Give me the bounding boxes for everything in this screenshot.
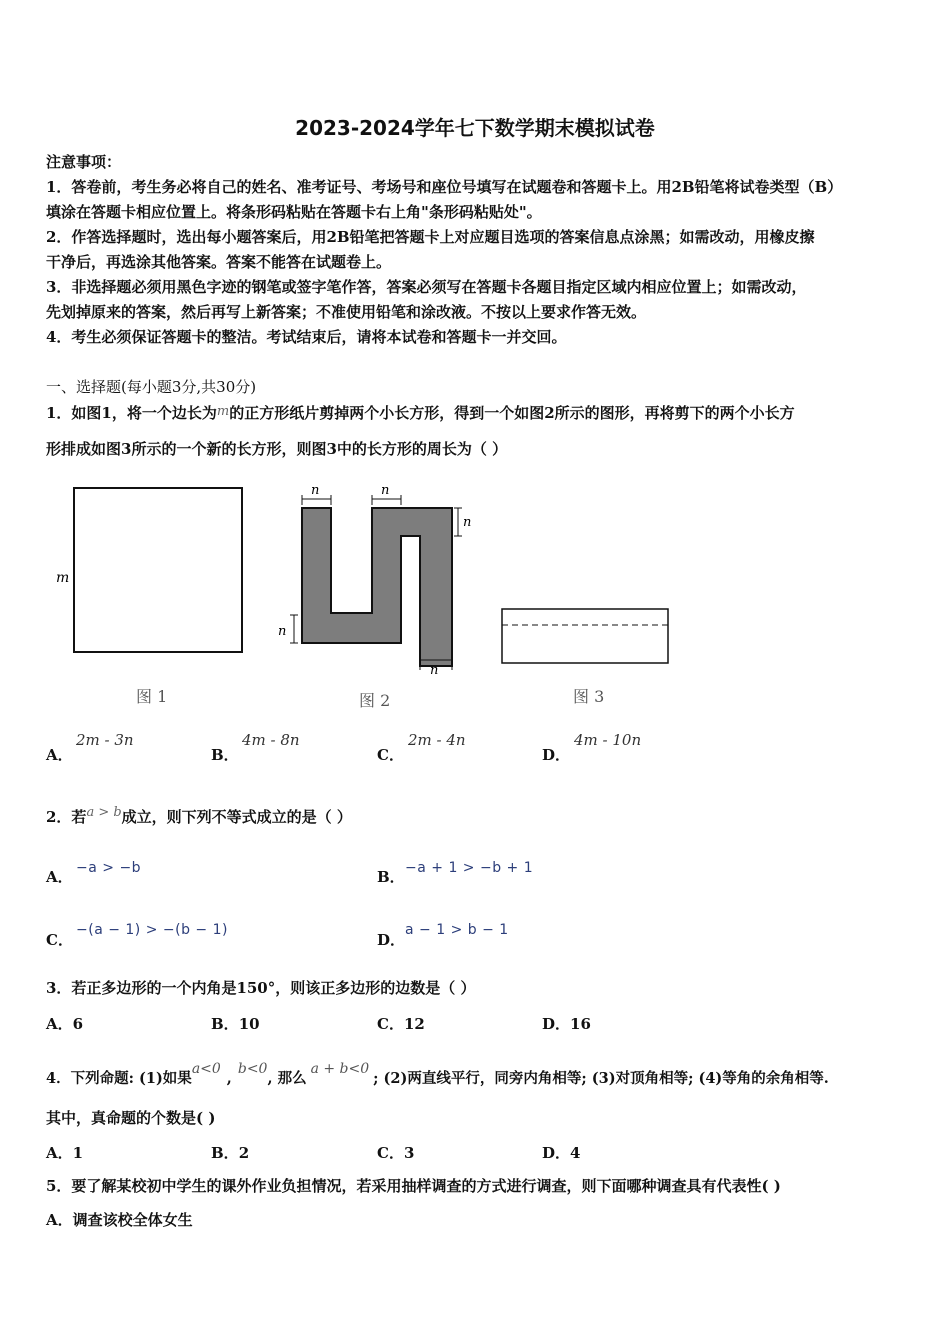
figure-2-label-n: n xyxy=(311,483,320,498)
question-3-text: 3．若正多边形的一个内角是150°，则该正多边形的边数是（ ） xyxy=(46,979,476,997)
figure-2 xyxy=(278,483,471,678)
question-4-text xyxy=(46,1059,829,1089)
figure-1 xyxy=(56,488,242,652)
q2-option-c-text[interactable]: −(a − 1) > −(b − 1) xyxy=(76,922,228,938)
q4-option-d-letter: D． xyxy=(542,1144,571,1162)
question-2-text xyxy=(46,803,352,827)
question-2-part2: 成立，则下列不等式成立的是（ ） xyxy=(121,808,352,826)
notice-line: 2．作答选择题时，选出每小题答案后，用2B铅笔把答题卡上对应题目选项的答案信息点涂黑；如需改动，用橡皮擦 xyxy=(46,228,815,246)
q4-option-c-letter: C． xyxy=(377,1144,404,1162)
q1-option-a-text[interactable]: 2m - 3n xyxy=(76,731,134,749)
q3-option-d-text: 16 xyxy=(570,1015,591,1033)
notice-line: 1．答卷前，考生务必将自己的姓名、准考证号、考场号和座位号填写在试题卷和答题卡上。用2B铅笔将试卷类型（B） xyxy=(46,178,843,196)
question-4-line2: 其中，真命题的个数是( ) xyxy=(46,1109,216,1127)
q3-option-a-text: 6 xyxy=(72,1015,84,1033)
q3-option-d-letter: D． xyxy=(542,1015,571,1033)
q2-option-b-letter[interactable]: B． xyxy=(377,868,405,886)
question-1-figures xyxy=(40,475,680,715)
section-heading: 一、选择题(每小题3分,共30分) xyxy=(46,378,257,396)
q1-option-b-letter[interactable]: B． xyxy=(211,746,239,764)
question-4-math-1: a<0 xyxy=(191,1061,221,1077)
q5-option-a[interactable]: A．调查该校全体女生 xyxy=(46,1211,193,1229)
notice-line: 先划掉原来的答案，然后再写上新答案；不准使用铅笔和涂改液。不按以上要求作答无效。 xyxy=(46,303,647,321)
question-1-text xyxy=(46,402,795,423)
q1-option-b-text[interactable]: 4m - 8n xyxy=(242,731,300,749)
q4-option-b-text: 2 xyxy=(238,1144,250,1162)
figure-3 xyxy=(502,609,668,663)
question-4-part3: ; (2)两直线平行，同旁内角相等; (3)对顶角相等; (4)等角的余角相等. xyxy=(373,1070,829,1087)
q3-option-b-letter: B． xyxy=(211,1015,239,1033)
notice-line: 4．考生必须保证答题卡的整洁。考试结束后，请将本试卷和答题卡一并交回。 xyxy=(46,328,567,346)
q2-option-a-text[interactable]: −a > −b xyxy=(76,860,142,876)
notice-line: 干净后，再选涂其他答案。答案不能答在试题卷上。 xyxy=(46,253,392,271)
q2-option-d-text[interactable]: a − 1 > b − 1 xyxy=(405,922,509,938)
q3-option-c[interactable] xyxy=(377,1013,425,1034)
q1-option-d-text[interactable]: 4m - 10n xyxy=(574,731,642,749)
q3-option-a-letter: A． xyxy=(46,1015,73,1033)
q4-option-a-text: 1 xyxy=(72,1144,84,1162)
q4-option-d[interactable] xyxy=(542,1142,580,1163)
notice-line: 3．非选择题必须用黑色字迹的钢笔或签字笔作答，答案必须写在答题卡各题目指定区域内相应位置上；如需改动， xyxy=(46,278,807,296)
question-2-part1: 2．若 xyxy=(46,808,87,826)
question-1-part2: 的正方形纸片剪掉两个小长方形，得到一个如图2所示的图形，再将剪下的两个小长方 xyxy=(229,404,795,422)
q3-option-b-text: 10 xyxy=(238,1015,260,1033)
q4-option-c[interactable] xyxy=(377,1142,414,1163)
question-4-math-3: a + b<0 xyxy=(310,1061,370,1077)
question-4-sep: , xyxy=(226,1070,232,1087)
question-2-condition: a > b xyxy=(86,805,122,820)
q1-option-d-letter[interactable]: D． xyxy=(542,746,571,764)
q4-option-a[interactable] xyxy=(46,1142,83,1163)
question-1-line2: 形排成如图3所示的一个新的长方形，则图3中的长方形的周长为（ ） xyxy=(46,440,508,458)
question-4-math-2: b<0 xyxy=(237,1061,268,1077)
q3-option-a[interactable] xyxy=(46,1013,83,1034)
q2-option-d-letter[interactable]: D． xyxy=(377,931,406,949)
question-1-part1: 1．如图1，将一个边长为 xyxy=(46,404,217,422)
q4-option-d-text: 4 xyxy=(570,1144,581,1162)
q1-option-a-letter[interactable]: A． xyxy=(46,746,73,764)
question-5-text: 5．要了解某校初中学生的课外作业负担情况，若采用抽样调查的方式进行调查，则下面哪种调查具有代表性( ) xyxy=(46,1177,781,1195)
q3-option-c-text: 12 xyxy=(403,1015,425,1033)
question-4-part2: , 那么 xyxy=(267,1070,307,1087)
q2-option-b-text[interactable]: −a + 1 > −b + 1 xyxy=(405,860,534,876)
figure-2-label-n: n xyxy=(430,663,439,678)
q3-option-d[interactable] xyxy=(542,1013,591,1034)
figure-1-label-m: m xyxy=(56,570,70,586)
question-4-part1: 4．下列命题: (1)如果 xyxy=(46,1070,192,1087)
figure-2-label-n: n xyxy=(463,515,472,530)
figure-3-caption: 图 3 xyxy=(573,687,605,706)
q2-option-a-letter[interactable]: A． xyxy=(46,868,73,886)
notice-heading: 注意事项： xyxy=(46,153,122,171)
page-title: 2023-2024学年七下数学期末模拟试卷 xyxy=(295,116,655,140)
question-1-var-m: m xyxy=(216,404,230,419)
q3-option-c-letter: C． xyxy=(377,1015,404,1033)
q1-option-c-letter[interactable]: C． xyxy=(377,746,404,764)
notice-line: 填涂在答题卡相应位置上。将条形码粘贴在答题卡右上角"条形码粘贴处"。 xyxy=(46,203,542,221)
figure-2-label-n: n xyxy=(278,624,287,639)
q4-option-c-text: 3 xyxy=(403,1144,415,1162)
figure-2-label-n: n xyxy=(381,483,390,498)
q1-option-c-text[interactable]: 2m - 4n xyxy=(408,731,466,749)
q4-option-a-letter: A． xyxy=(46,1144,73,1162)
figure-1-caption: 图 1 xyxy=(136,687,168,706)
q3-option-b[interactable] xyxy=(211,1013,260,1034)
q4-option-b[interactable] xyxy=(211,1142,249,1163)
q2-option-c-letter[interactable]: C． xyxy=(46,931,73,949)
figure-2-caption: 图 2 xyxy=(359,691,391,710)
q4-option-b-letter: B． xyxy=(211,1144,239,1162)
